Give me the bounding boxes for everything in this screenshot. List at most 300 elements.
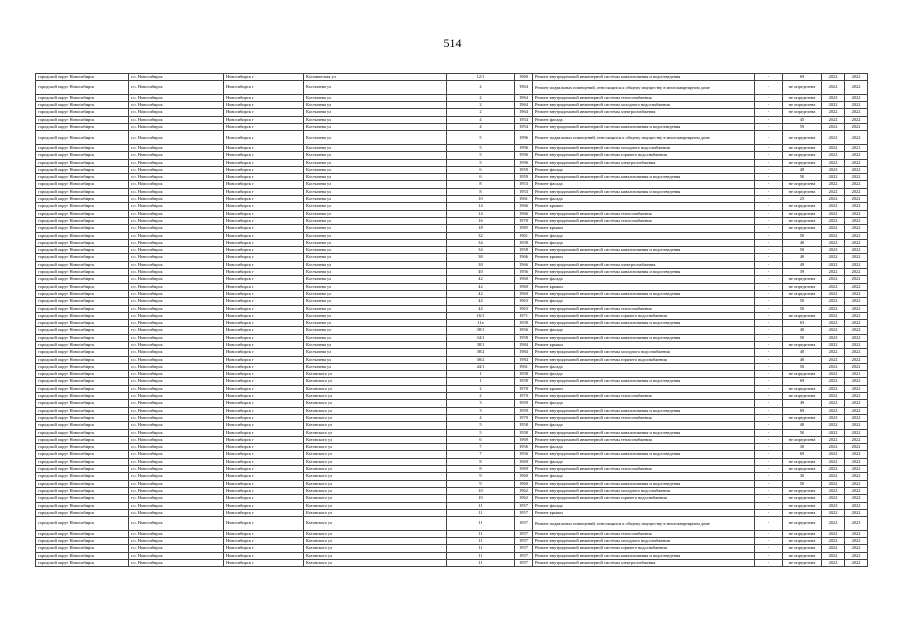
cell-year-start: 2022: [822, 327, 845, 334]
cell-year: 1957: [515, 509, 533, 516]
cell-district: городской округ Новосибирск: [36, 385, 129, 392]
cell-district: городской округ Новосибирск: [36, 305, 129, 312]
cell-district: городской округ Новосибирск: [36, 269, 129, 276]
cell-dash: -: [755, 225, 783, 232]
cell-year: 1958: [515, 334, 533, 341]
cell-settlement: г.о. Новосибирск: [129, 473, 224, 480]
cell-city: Новосибирск г: [224, 487, 304, 494]
cell-cost: не определена: [783, 385, 822, 392]
cell-dash: -: [755, 552, 783, 559]
cell-year-start: 2022: [822, 181, 845, 188]
cell-district: городской округ Новосибирск: [36, 466, 129, 473]
cell-street: Костычева ул: [304, 239, 447, 246]
cell-district: городской округ Новосибирск: [36, 196, 129, 203]
table-row: [36, 116, 868, 123]
cell-street: Костычева ул: [304, 261, 447, 268]
cell-settlement: г.о. Новосибирск: [129, 400, 224, 407]
cell-work-type: Ремонт фасада: [533, 116, 755, 123]
cell-year-start: 2022: [822, 254, 845, 261]
cell-house: 3: [447, 407, 515, 414]
cell-district: городской округ Новосибирск: [36, 159, 129, 166]
cell-dash: -: [755, 261, 783, 268]
table-row: [36, 159, 868, 166]
cell-dash: -: [755, 305, 783, 312]
cell-year-end: 2022: [845, 385, 868, 392]
cell-dash: -: [755, 217, 783, 224]
cell-district: городской округ Новосибирск: [36, 509, 129, 516]
cell-settlement: г.о. Новосибирск: [129, 407, 224, 414]
cell-year-end: 2022: [845, 196, 868, 203]
cell-settlement: г.о. Новосибирск: [129, 327, 224, 334]
cell-work-type: Ремонт фасада: [533, 181, 755, 188]
cell-work-type: Ремонт внутридомовой инженерной системы холодного водоснабжения: [533, 538, 755, 545]
cell-year: 1966: [515, 203, 533, 210]
cell-work-type: Ремонт фасада: [533, 400, 755, 407]
table-row: [36, 81, 868, 95]
cell-dash: -: [755, 144, 783, 151]
cell-district: городской округ Новосибирск: [36, 276, 129, 283]
table-row: [36, 458, 868, 465]
cell-work-type: Ремонт фасада: [533, 473, 755, 480]
cell-year: 1958: [515, 371, 533, 378]
cell-year-end: 2022: [845, 166, 868, 173]
cell-settlement: г.о. Новосибирск: [129, 334, 224, 341]
cell-year-start: 2022: [822, 538, 845, 545]
cell-dash: -: [755, 538, 783, 545]
cell-settlement: г.о. Новосибирск: [129, 552, 224, 559]
cell-cost: не определена: [783, 530, 822, 537]
cell-district: городской округ Новосибирск: [36, 116, 129, 123]
cell-street: Костычева ул: [304, 225, 447, 232]
cell-house: 10: [447, 196, 515, 203]
cell-street: Костычева ул: [304, 131, 447, 145]
cell-city: Новосибирск г: [224, 298, 304, 305]
cell-cost: не определена: [783, 276, 822, 283]
cell-city: Новосибирск г: [224, 210, 304, 217]
cell-year: 1959: [515, 166, 533, 173]
cell-city: Новосибирск г: [224, 393, 304, 400]
cell-dash: -: [755, 378, 783, 385]
cell-year-end: 2022: [845, 217, 868, 224]
cell-district: городской округ Новосибирск: [36, 422, 129, 429]
cell-year-end: 2022: [845, 502, 868, 509]
cell-work-type: Ремонт внутридомовой инженерной системы канализования и водоотведения: [533, 334, 755, 341]
cell-district: городской округ Новосибирск: [36, 210, 129, 217]
cell-work-type: Ремонт внутридомовой инженерной системы канализования и водоотведения: [533, 188, 755, 195]
cell-year: 1984: [515, 341, 533, 348]
cell-city: Новосибирск г: [224, 327, 304, 334]
cell-house: 6: [447, 166, 515, 173]
cell-year-start: 2022: [822, 451, 845, 458]
cell-street: Костычева ул: [304, 298, 447, 305]
table-row: [36, 473, 868, 480]
cell-district: городской округ Новосибирск: [36, 124, 129, 131]
cell-city: Новосибирск г: [224, 458, 304, 465]
cell-city: Новосибирск г: [224, 283, 304, 290]
cell-street: Костычева ул: [304, 327, 447, 334]
cell-work-type: Ремонт внутридомовой инженерной системы канализования и водоотведения: [533, 378, 755, 385]
table-body: [36, 74, 868, 567]
cell-street: Костычева ул: [304, 152, 447, 159]
cell-year-end: 2022: [845, 131, 868, 145]
cell-district: городской округ Новосибирск: [36, 94, 129, 101]
cell-settlement: г.о. Новосибирск: [129, 269, 224, 276]
cell-work-type: Ремонт фасада: [533, 276, 755, 283]
cell-street: Костычева ул: [304, 81, 447, 95]
cell-year: 1966: [515, 210, 533, 217]
cell-district: городской округ Новосибирск: [36, 131, 129, 145]
cell-year: 1970: [515, 393, 533, 400]
cell-district: городской округ Новосибирск: [36, 247, 129, 254]
cell-year-end: 2022: [845, 276, 868, 283]
cell-year: 1960: [515, 473, 533, 480]
cell-year-end: 2022: [845, 451, 868, 458]
cell-dash: -: [755, 152, 783, 159]
cell-dash: -: [755, 181, 783, 188]
cell-settlement: г.о. Новосибирск: [129, 502, 224, 509]
cell-street: Котовского ул: [304, 509, 447, 516]
cell-year-end: 2021: [845, 371, 868, 378]
cell-house: 2: [447, 102, 515, 109]
cell-year: 1996: [515, 131, 533, 145]
cell-work-type: Ремонт подвальных помещений, относящихся к общему имуществу в многоквартирном доме: [533, 131, 755, 145]
cell-year: 1970: [515, 414, 533, 421]
cell-street: Костычева ул: [304, 124, 447, 131]
cell-year: 1969: [515, 466, 533, 473]
cell-year: 1960: [515, 276, 533, 283]
cell-city: Новосибирск г: [224, 495, 304, 502]
cell-settlement: г.о. Новосибирск: [129, 444, 224, 451]
cell-settlement: г.о. Новосибирск: [129, 320, 224, 327]
table-row: [36, 378, 868, 385]
table-row: [36, 371, 868, 378]
table-row: [36, 232, 868, 239]
cell-year-start: 2022: [822, 290, 845, 297]
cell-settlement: г.о. Новосибирск: [129, 102, 224, 109]
cell-dash: -: [755, 239, 783, 246]
cell-city: Новосибирск г: [224, 232, 304, 239]
table-row: [36, 312, 868, 319]
cell-cost: не определена: [783, 210, 822, 217]
cell-year: 1996: [515, 144, 533, 151]
cell-district: городской округ Новосибирск: [36, 407, 129, 414]
cell-year: 1962: [515, 495, 533, 502]
cell-house: 5: [447, 131, 515, 145]
table-row: [36, 131, 868, 145]
cell-work-type: Ремонт фасада: [533, 327, 755, 334]
cell-year-start: 2022: [822, 239, 845, 246]
cell-work-type: Ремонт внутридомовой инженерной системы канализования и водоотведения: [533, 480, 755, 487]
cell-city: Новосибирск г: [224, 203, 304, 210]
cell-dash: -: [755, 283, 783, 290]
cell-settlement: г.о. Новосибирск: [129, 232, 224, 239]
cell-city: Новосибирск г: [224, 124, 304, 131]
cell-settlement: г.о. Новосибирск: [129, 261, 224, 268]
cell-city: Новосибирск г: [224, 131, 304, 145]
cell-city: Новосибирск г: [224, 174, 304, 181]
cell-settlement: г.о. Новосибирск: [129, 174, 224, 181]
cell-cost: не определена: [783, 152, 822, 159]
cell-dash: -: [755, 232, 783, 239]
table-row: [36, 517, 868, 531]
cell-work-type: Ремонт внутридомовой инженерной системы горячего водоснабжения: [533, 152, 755, 159]
cell-street: Костычева ул: [304, 283, 447, 290]
cell-work-type: Ремонт внутридомовой инженерной системы канализования и водоотведения: [533, 429, 755, 436]
cell-year-start: 2022: [822, 247, 845, 254]
cell-year-end: 2022: [845, 210, 868, 217]
cell-district: городской округ Новосибирск: [36, 552, 129, 559]
cell-settlement: г.о. Новосибирск: [129, 495, 224, 502]
cell-year: 1957: [515, 530, 533, 537]
cell-year-start: 2022: [822, 509, 845, 516]
cell-settlement: г.о. Новосибирск: [129, 217, 224, 224]
cell-dash: -: [755, 480, 783, 487]
cell-dash: -: [755, 422, 783, 429]
cell-year-start: 2022: [822, 393, 845, 400]
cell-settlement: г.о. Новосибирск: [129, 393, 224, 400]
cell-district: городской округ Новосибирск: [36, 144, 129, 151]
table-row: [36, 74, 868, 81]
cell-district: городской округ Новосибирск: [36, 109, 129, 116]
table-row: [36, 341, 868, 348]
cell-cost: 50: [783, 247, 822, 254]
cell-cost: 39: [783, 269, 822, 276]
cell-house: 42: [447, 283, 515, 290]
cell-work-type: Ремонт внутридомовой инженерной системы канализования и водоотведения: [533, 552, 755, 559]
cell-year: 1956: [515, 269, 533, 276]
cell-street: Котовского ул: [304, 487, 447, 494]
cell-cost: 63: [783, 320, 822, 327]
cell-house: 5: [447, 152, 515, 159]
cell-settlement: г.о. Новосибирск: [129, 363, 224, 370]
cell-house: 34: [447, 247, 515, 254]
cell-year-end: 2022: [845, 74, 868, 81]
cell-year-start: 2022: [822, 109, 845, 116]
table-row: [36, 188, 868, 195]
cell-city: Новосибирск г: [224, 166, 304, 173]
cell-street: Котовского ул: [304, 538, 447, 545]
cell-house: 2: [447, 81, 515, 95]
cell-dash: -: [755, 81, 783, 95]
cell-dash: -: [755, 444, 783, 451]
cell-year-end: 2022: [845, 305, 868, 312]
cell-cost: 25: [783, 196, 822, 203]
cell-house: 4: [447, 414, 515, 421]
cell-year-end: 2022: [845, 349, 868, 356]
cell-work-type: Ремонт крыши: [533, 283, 755, 290]
cell-year: 1963: [515, 298, 533, 305]
cell-street: Костычева ул: [304, 188, 447, 195]
cell-year-end: 2022: [845, 254, 868, 261]
cell-street: Котовского ул: [304, 480, 447, 487]
cell-dash: -: [755, 174, 783, 181]
cell-year-start: 2022: [822, 217, 845, 224]
table-row: [36, 94, 868, 101]
cell-house: 4: [447, 124, 515, 131]
cell-street: Котовского ул: [304, 473, 447, 480]
cell-dash: -: [755, 385, 783, 392]
cell-house: 16/1: [447, 312, 515, 319]
cell-cost: 50: [783, 298, 822, 305]
cell-dash: -: [755, 356, 783, 363]
cell-work-type: Ремонт внутридомовой инженерной системы теплоснабжения: [533, 210, 755, 217]
cell-year-start: 2022: [822, 552, 845, 559]
cell-year-start: 2022: [822, 74, 845, 81]
cell-work-type: Ремонт фасада: [533, 458, 755, 465]
cell-house: 5: [447, 144, 515, 151]
table-row: [36, 327, 868, 334]
cell-cost: не определена: [783, 203, 822, 210]
cell-house: 7: [447, 444, 515, 451]
cell-year-end: 2022: [845, 320, 868, 327]
cell-year-start: 2022: [822, 458, 845, 465]
cell-year-end: 2022: [845, 509, 868, 516]
cell-district: городской округ Новосибирск: [36, 371, 129, 378]
cell-street: Костычева ул: [304, 196, 447, 203]
cell-district: городской округ Новосибирск: [36, 152, 129, 159]
cell-settlement: г.о. Новосибирск: [129, 239, 224, 246]
cell-house: 38/2: [447, 349, 515, 356]
table-row: [36, 407, 868, 414]
cell-district: городской округ Новосибирск: [36, 487, 129, 494]
table-row: [36, 102, 868, 109]
cell-district: городской округ Новосибирск: [36, 203, 129, 210]
table-row: [36, 466, 868, 473]
cell-cost: 50: [783, 232, 822, 239]
cell-district: городской округ Новосибирск: [36, 290, 129, 297]
cell-street: Котовского ул: [304, 385, 447, 392]
cell-year-start: 2022: [822, 225, 845, 232]
cell-house: 32: [447, 232, 515, 239]
cell-dash: -: [755, 269, 783, 276]
cell-work-type: Ремонт подвальных помещений, относящихся к общему имуществу в многоквартирном доме: [533, 517, 755, 531]
table-row: [36, 414, 868, 421]
cell-house: 5: [447, 159, 515, 166]
cell-work-type: Ремонт фасада: [533, 232, 755, 239]
cell-work-type: Ремонт внутридомовой инженерной системы электроснабжения: [533, 109, 755, 116]
cell-dash: -: [755, 124, 783, 131]
cell-year-start: 2022: [822, 81, 845, 95]
cell-settlement: г.о. Новосибирск: [129, 225, 224, 232]
cell-year-end: 2023: [845, 517, 868, 531]
cell-cost: 50: [783, 429, 822, 436]
cell-district: городской округ Новосибирск: [36, 341, 129, 348]
cell-dash: -: [755, 188, 783, 195]
cell-settlement: г.о. Новосибирск: [129, 276, 224, 283]
cell-settlement: г.о. Новосибирск: [129, 429, 224, 436]
cell-street: Котовского ул: [304, 371, 447, 378]
cell-year: 1963: [515, 305, 533, 312]
cell-cost: не определена: [783, 495, 822, 502]
cell-cost: не определена: [783, 458, 822, 465]
cell-year: 1964: [515, 94, 533, 101]
cell-year: 1970: [515, 385, 533, 392]
cell-district: городской округ Новосибирск: [36, 320, 129, 327]
cell-district: городской округ Новосибирск: [36, 356, 129, 363]
cell-work-type: Ремонт внутридомовой инженерной системы горячего водоснабжения: [533, 312, 755, 319]
cell-work-type: Ремонт крыши: [533, 254, 755, 261]
table-row: [36, 393, 868, 400]
cell-dash: -: [755, 530, 783, 537]
cell-year-start: 2022: [822, 131, 845, 145]
cell-city: Новосибирск г: [224, 480, 304, 487]
cell-work-type: Ремонт внутридомовой инженерной системы электроснабжения: [533, 261, 755, 268]
cell-dash: -: [755, 203, 783, 210]
cell-year-end: 2022: [845, 269, 868, 276]
cell-cost: 40: [783, 327, 822, 334]
cell-settlement: г.о. Новосибирск: [129, 480, 224, 487]
cell-year-end: 2022: [845, 159, 868, 166]
cell-house: 12/1: [447, 74, 515, 81]
cell-house: 38: [447, 254, 515, 261]
cell-cost: не определена: [783, 102, 822, 109]
cell-street: Костычева ул: [304, 166, 447, 173]
cell-year-end: 2022: [845, 334, 868, 341]
cell-district: городской округ Новосибирск: [36, 545, 129, 552]
cell-year-end: 2021: [845, 144, 868, 151]
cell-cost: не определена: [783, 225, 822, 232]
cell-city: Новосибирск г: [224, 473, 304, 480]
table-row: [36, 400, 868, 407]
cell-year-start: 2022: [822, 159, 845, 166]
cell-house: 9: [447, 480, 515, 487]
table-row: [36, 269, 868, 276]
cell-dash: -: [755, 94, 783, 101]
cell-cost: не определена: [783, 81, 822, 95]
cell-year: 1956: [515, 451, 533, 458]
cell-street: Костычева ул: [304, 254, 447, 261]
cell-settlement: г.о. Новосибирск: [129, 159, 224, 166]
cell-house: 4: [447, 116, 515, 123]
cell-cost: не определена: [783, 109, 822, 116]
cell-city: Новосибирск г: [224, 247, 304, 254]
cell-settlement: г.о. Новосибирск: [129, 312, 224, 319]
cell-work-type: Ремонт крыши: [533, 203, 755, 210]
cell-house: 16: [447, 217, 515, 224]
cell-dash: -: [755, 451, 783, 458]
cell-dash: -: [755, 393, 783, 400]
cell-year-end: 2022: [845, 495, 868, 502]
cell-work-type: Ремонт внутридомовой инженерной системы теплоснабжения: [533, 94, 755, 101]
cell-year-start: 2022: [822, 312, 845, 319]
table-row: [36, 422, 868, 429]
cell-settlement: г.о. Новосибирск: [129, 166, 224, 173]
cell-year-start: 2022: [822, 363, 845, 370]
cell-house: 1: [447, 378, 515, 385]
cell-year-end: 2022: [845, 116, 868, 123]
cell-work-type: Ремонт внутридомовой инженерной системы холодного водоснабжения: [533, 144, 755, 151]
cell-year-start: 2022: [822, 152, 845, 159]
cell-cost: не определена: [783, 94, 822, 101]
cell-work-type: Ремонт внутридомовой инженерной системы канализования и водоотведения: [533, 74, 755, 81]
cell-work-type: Ремонт фасада: [533, 371, 755, 378]
cell-city: Новосибирск г: [224, 152, 304, 159]
cell-year: 1969: [515, 458, 533, 465]
cell-settlement: г.о. Новосибирск: [129, 422, 224, 429]
cell-year-end: 2022: [845, 530, 868, 537]
cell-year-start: 2022: [822, 559, 845, 566]
cell-settlement: г.о. Новосибирск: [129, 509, 224, 516]
cell-year-end: 2022: [845, 341, 868, 348]
cell-dash: -: [755, 159, 783, 166]
cell-year-end: 2022: [845, 225, 868, 232]
table-row: [36, 290, 868, 297]
cell-house: 44: [447, 305, 515, 312]
cell-year-end: 2022: [845, 458, 868, 465]
cell-city: Новосибирск г: [224, 94, 304, 101]
cell-year: 1957: [515, 552, 533, 559]
cell-street: Котовского ул: [304, 502, 447, 509]
